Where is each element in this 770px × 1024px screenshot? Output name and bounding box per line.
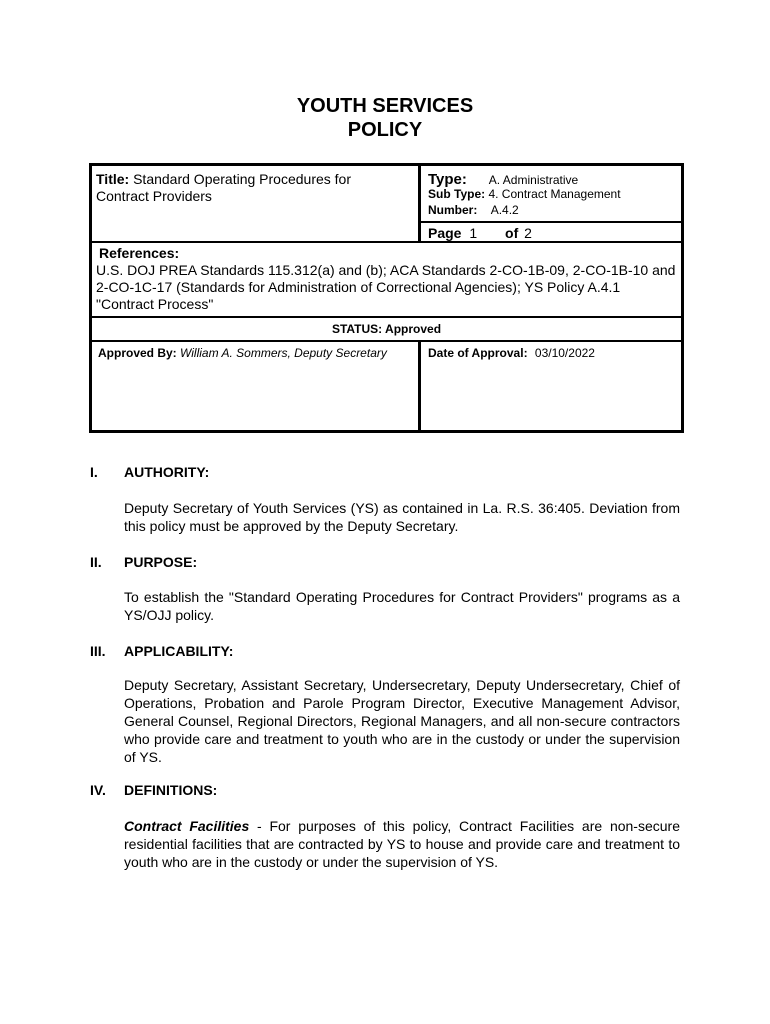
title-label: Title: [96, 171, 130, 187]
page-row [428, 225, 678, 242]
type-value: A. Administrative [488, 173, 579, 187]
number-value: A.4.2 [490, 203, 519, 217]
approved-by-cell [98, 346, 414, 361]
section-number: IV. [90, 782, 106, 798]
section-number: I. [90, 464, 98, 480]
status-text: STATUS: Approved [331, 322, 442, 336]
subtype-row [428, 187, 678, 202]
section-heading: PURPOSE: [124, 554, 198, 570]
section-heading: DEFINITIONS: [124, 782, 218, 798]
date-value: 03/10/2022 [534, 346, 595, 360]
section-heading: AUTHORITY: [124, 464, 210, 480]
section-text: Deputy Secretary, Assistant Secretary, Undersecretary, Deputy Undersecretary, Chief of Operations, Probation and Parole Program Director, Executive Management Advisor, General Counsel, Regional Directors, Regional Managers, and all non-secure contractors who provide care and treatment to youth who are in the custody or under the supervision of YS. [124, 677, 680, 765]
approved-by-label: Approved By: [98, 346, 177, 360]
title-line-2: POLICY [347, 119, 423, 141]
document-title [0, 94, 770, 142]
page-total: 2 [524, 225, 532, 241]
divider-vertical-top [418, 166, 421, 242]
number-label: Number: [428, 203, 478, 217]
section-text: Deputy Secretary of Youth Services (YS) as contained in La. R.S. 36:405. Deviation from this policy must be approved by the Deputy Secretary. [124, 500, 680, 534]
divider-vertical-bottom [418, 341, 421, 433]
divider-status-bottom [92, 340, 681, 342]
divider-page-row [418, 221, 681, 223]
divider-status-top [92, 316, 681, 318]
page-label: Page [428, 225, 462, 241]
definition-paragraph [124, 817, 680, 871]
type-label: Type: [428, 171, 467, 188]
approved-by-value: William A. Sommers, Deputy Secretary [180, 346, 387, 360]
title-line-1: YOUTH SERVICES [296, 95, 474, 117]
subtype-value: 4. Contract Management [488, 187, 621, 201]
definition-term: Contract Facilities [124, 818, 250, 834]
section-heading: APPLICABILITY: [124, 643, 234, 659]
policy-header-table [89, 163, 684, 433]
section-number: III. [90, 643, 106, 659]
number-row [428, 203, 678, 218]
references-label: References: [99, 245, 180, 261]
date-cell [428, 346, 678, 361]
type-row [428, 171, 678, 188]
references-text: U.S. DOJ PREA Standards 115.312(a) and (b); ACA Standards 2-CO-1B-09, 2-CO-1B-10 and 2-CO-1C-17 (Standards for Administration of Correctional Agencies); YS Policy A.4.1 "Contract Process" [96, 262, 676, 312]
section-text: To establish the "Standard Operating Procedures for Contract Providers" programs as a YS/OJJ policy. [124, 589, 680, 623]
page-number: 1 [469, 225, 478, 241]
title-cell [96, 171, 396, 205]
date-label: Date of Approval: [428, 346, 528, 360]
title-value: Standard Operating Procedures for Contract Providers [96, 171, 351, 204]
subtype-label: Sub Type: [428, 187, 486, 201]
of-label: of [505, 225, 519, 241]
definition-text: - For purposes of this policy, Contract Facilities are non-secure residential facilities that are contracted by YS to house and provide care and treatment to youth who are in the custody or under the supervision of YS. [124, 818, 680, 870]
references-cell [96, 245, 681, 313]
section-number: II. [90, 554, 102, 570]
